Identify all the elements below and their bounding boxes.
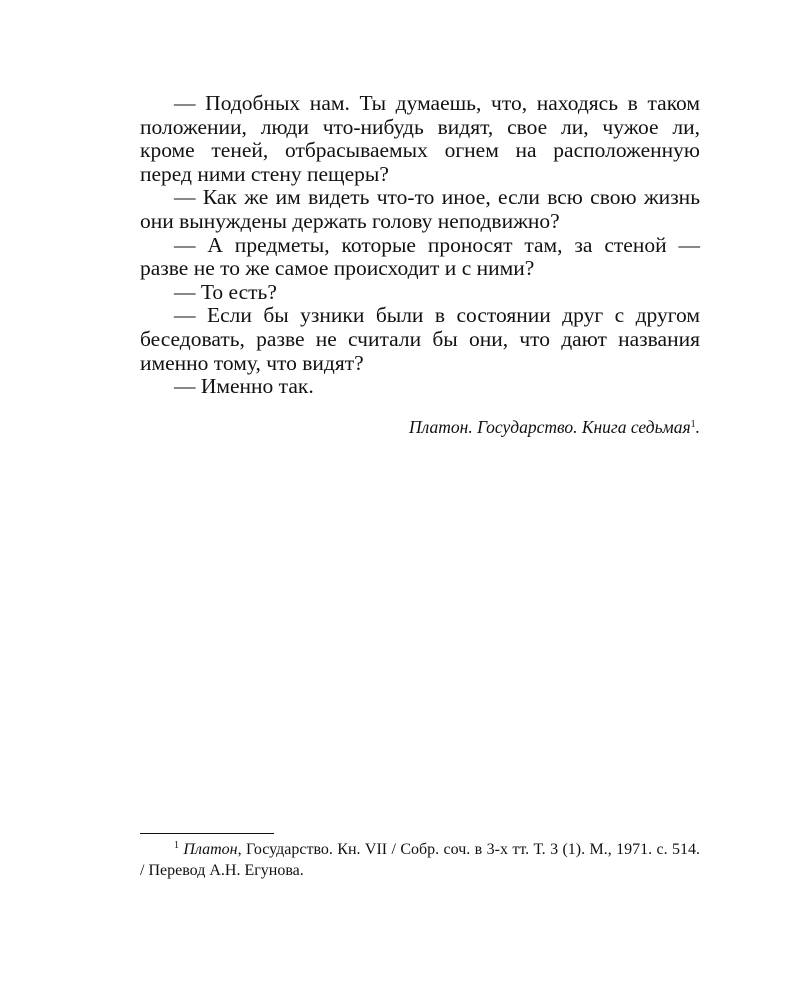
attribution-period: . (695, 416, 700, 437)
page-body (140, 92, 700, 439)
dialogue-text (140, 92, 700, 399)
dialogue-line: — Если бы узники были в состоянии друг с другом беседовать, разве не считали бы они, что дают названия именно тому, что видят? (140, 303, 700, 375)
attribution-text: Платон. Государство. Книга седьмая (409, 416, 691, 437)
source-attribution (140, 415, 700, 439)
dialogue-line: — Именно так. (174, 374, 314, 399)
footnote (140, 839, 700, 881)
footnote-author: Платон (183, 841, 238, 858)
dialogue-line: — То есть? (174, 279, 277, 304)
dialogue-line: — Подобных нам. Ты думаешь, что, находясь в таком положении, люди что-нибудь видят, свое ли, чужое ли, кроме теней, отбрасываемых огнем на расположенную перед ними стену пещеры? (140, 91, 700, 186)
footnote-divider (140, 833, 274, 834)
footnote-citation: , Государство. Кн. VII / Собр. соч. в 3-х тт. Т. 3 (1). М., 1971. с. 514. / Перевод А.Н. Егунова. (140, 841, 700, 879)
dialogue-line: — А предметы, которые проносят там, за стеной — разве не то же самое происходит и с ними? (140, 232, 700, 281)
footnote-reference: 1 (690, 418, 696, 430)
dialogue-line: — Как же им видеть что-то иное, если всю свою жизнь они вынуждены держать голову неподвижно? (140, 185, 700, 233)
footnote-mark: 1 (174, 840, 179, 851)
